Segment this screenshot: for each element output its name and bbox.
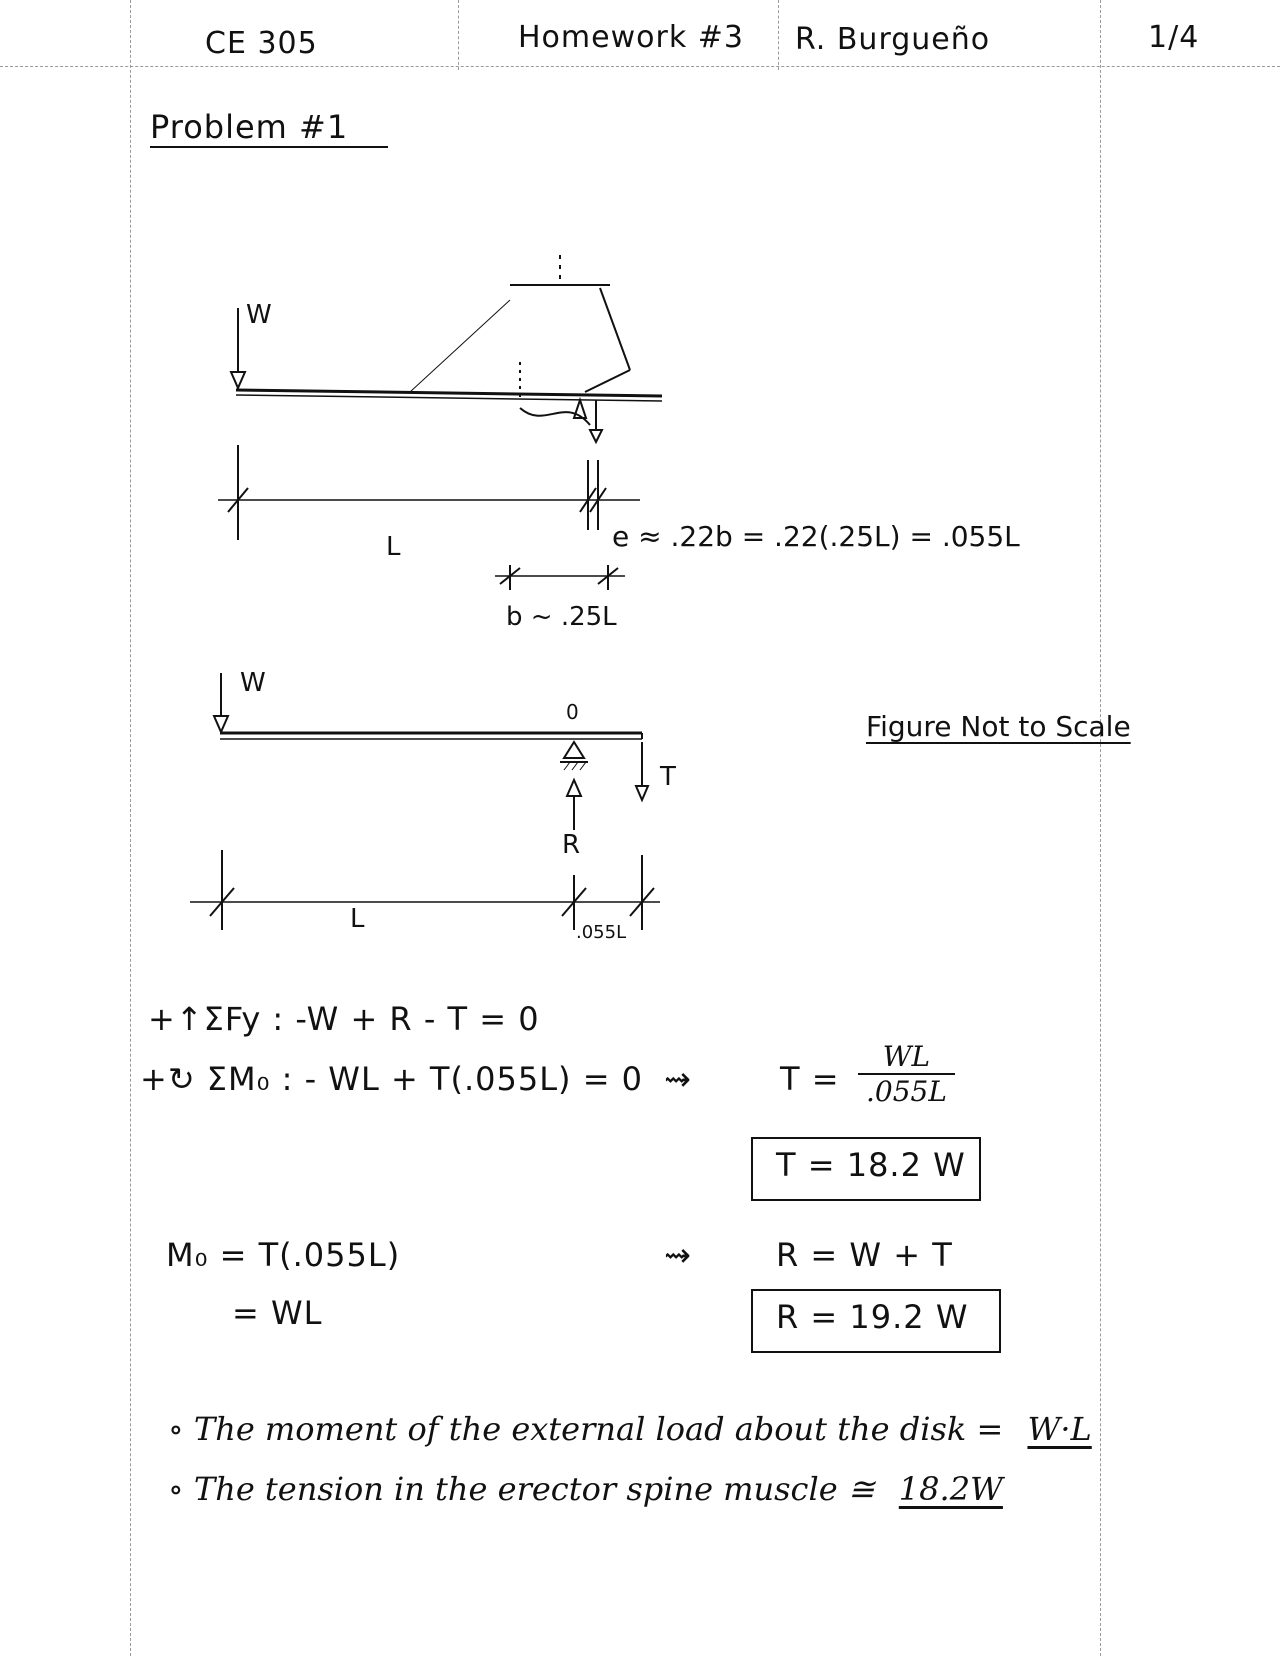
vertebra-right [600,288,630,370]
load-arrow-2-head [214,716,228,732]
conclusion-2-value: 18.2W [898,1470,1003,1508]
bullet-2-marker: ∘ [168,1470,194,1508]
conclusion-2-text: The tension in the erector spine muscle ≅ [193,1470,875,1508]
b-label: b ~ .25L [506,602,617,632]
problem-title: Problem #1 [150,108,388,148]
pivot-point-label: 0 [566,700,579,724]
moment-value: = WL [232,1294,323,1332]
load-arrow-1-head [231,372,245,388]
conclusion-1-text: The moment of the external load about the disk = [193,1410,1004,1448]
hatch-3 [580,762,586,770]
tension-result: T = 18.2 W [776,1146,966,1184]
implies-arrow-1: ⇝ [664,1060,692,1098]
sum-forces-equation: +↑ΣFy : -W + R - T = 0 [148,1000,540,1038]
moment-definition: M₀ = T(.055L) [166,1236,401,1274]
conclusion-bullet-2 [168,1470,1003,1508]
implies-arrow-2: ⇝ [664,1236,692,1274]
tension-lhs: T = [780,1060,840,1098]
course-code: CE 305 [205,26,318,61]
offset-label: .055L [576,922,627,943]
reaction-equation: R = W + T [776,1236,953,1274]
fig2-length-label: L [350,904,365,934]
tension-numerator: WL [858,1040,955,1075]
tension-arrow-1-head [590,430,602,442]
conclusion-1-value: W·L [1027,1410,1092,1448]
author-name: R. Burgueño [795,22,991,57]
page-number: 1/4 [1148,20,1200,55]
sum-moments-equation: +↻ ΣM₀ : - WL + T(.055L) = 0 [140,1060,644,1098]
reaction-arrow-head [567,780,581,796]
scale-note: Figure Not to Scale [866,710,1131,743]
fig2-load-label: W [240,668,266,698]
fig1-length-label: L [386,532,401,562]
tension-label: T [660,762,676,792]
bullet-1-marker: ∘ [168,1410,194,1448]
assignment-title: Homework #3 [518,20,744,55]
reaction-result: R = 19.2 W [776,1298,969,1336]
vertebra-lower [585,370,630,392]
conclusion-bullet-1 [168,1410,1092,1448]
hatch-1 [564,762,570,770]
reaction-label: R [562,830,581,860]
muscle-curve [520,408,590,425]
beam-1 [236,390,662,396]
hatch-2 [572,762,578,770]
eccentricity-equation: e ≈ .22b = .22(.25L) = .055L [612,520,1020,553]
tension-fraction [858,1040,955,1108]
tension-arrow-2-head [636,786,648,800]
tension-denominator: .055L [866,1075,947,1108]
vertebra-left [410,300,510,392]
pivot-2 [564,742,584,758]
fig1-load-label: W [246,300,272,330]
